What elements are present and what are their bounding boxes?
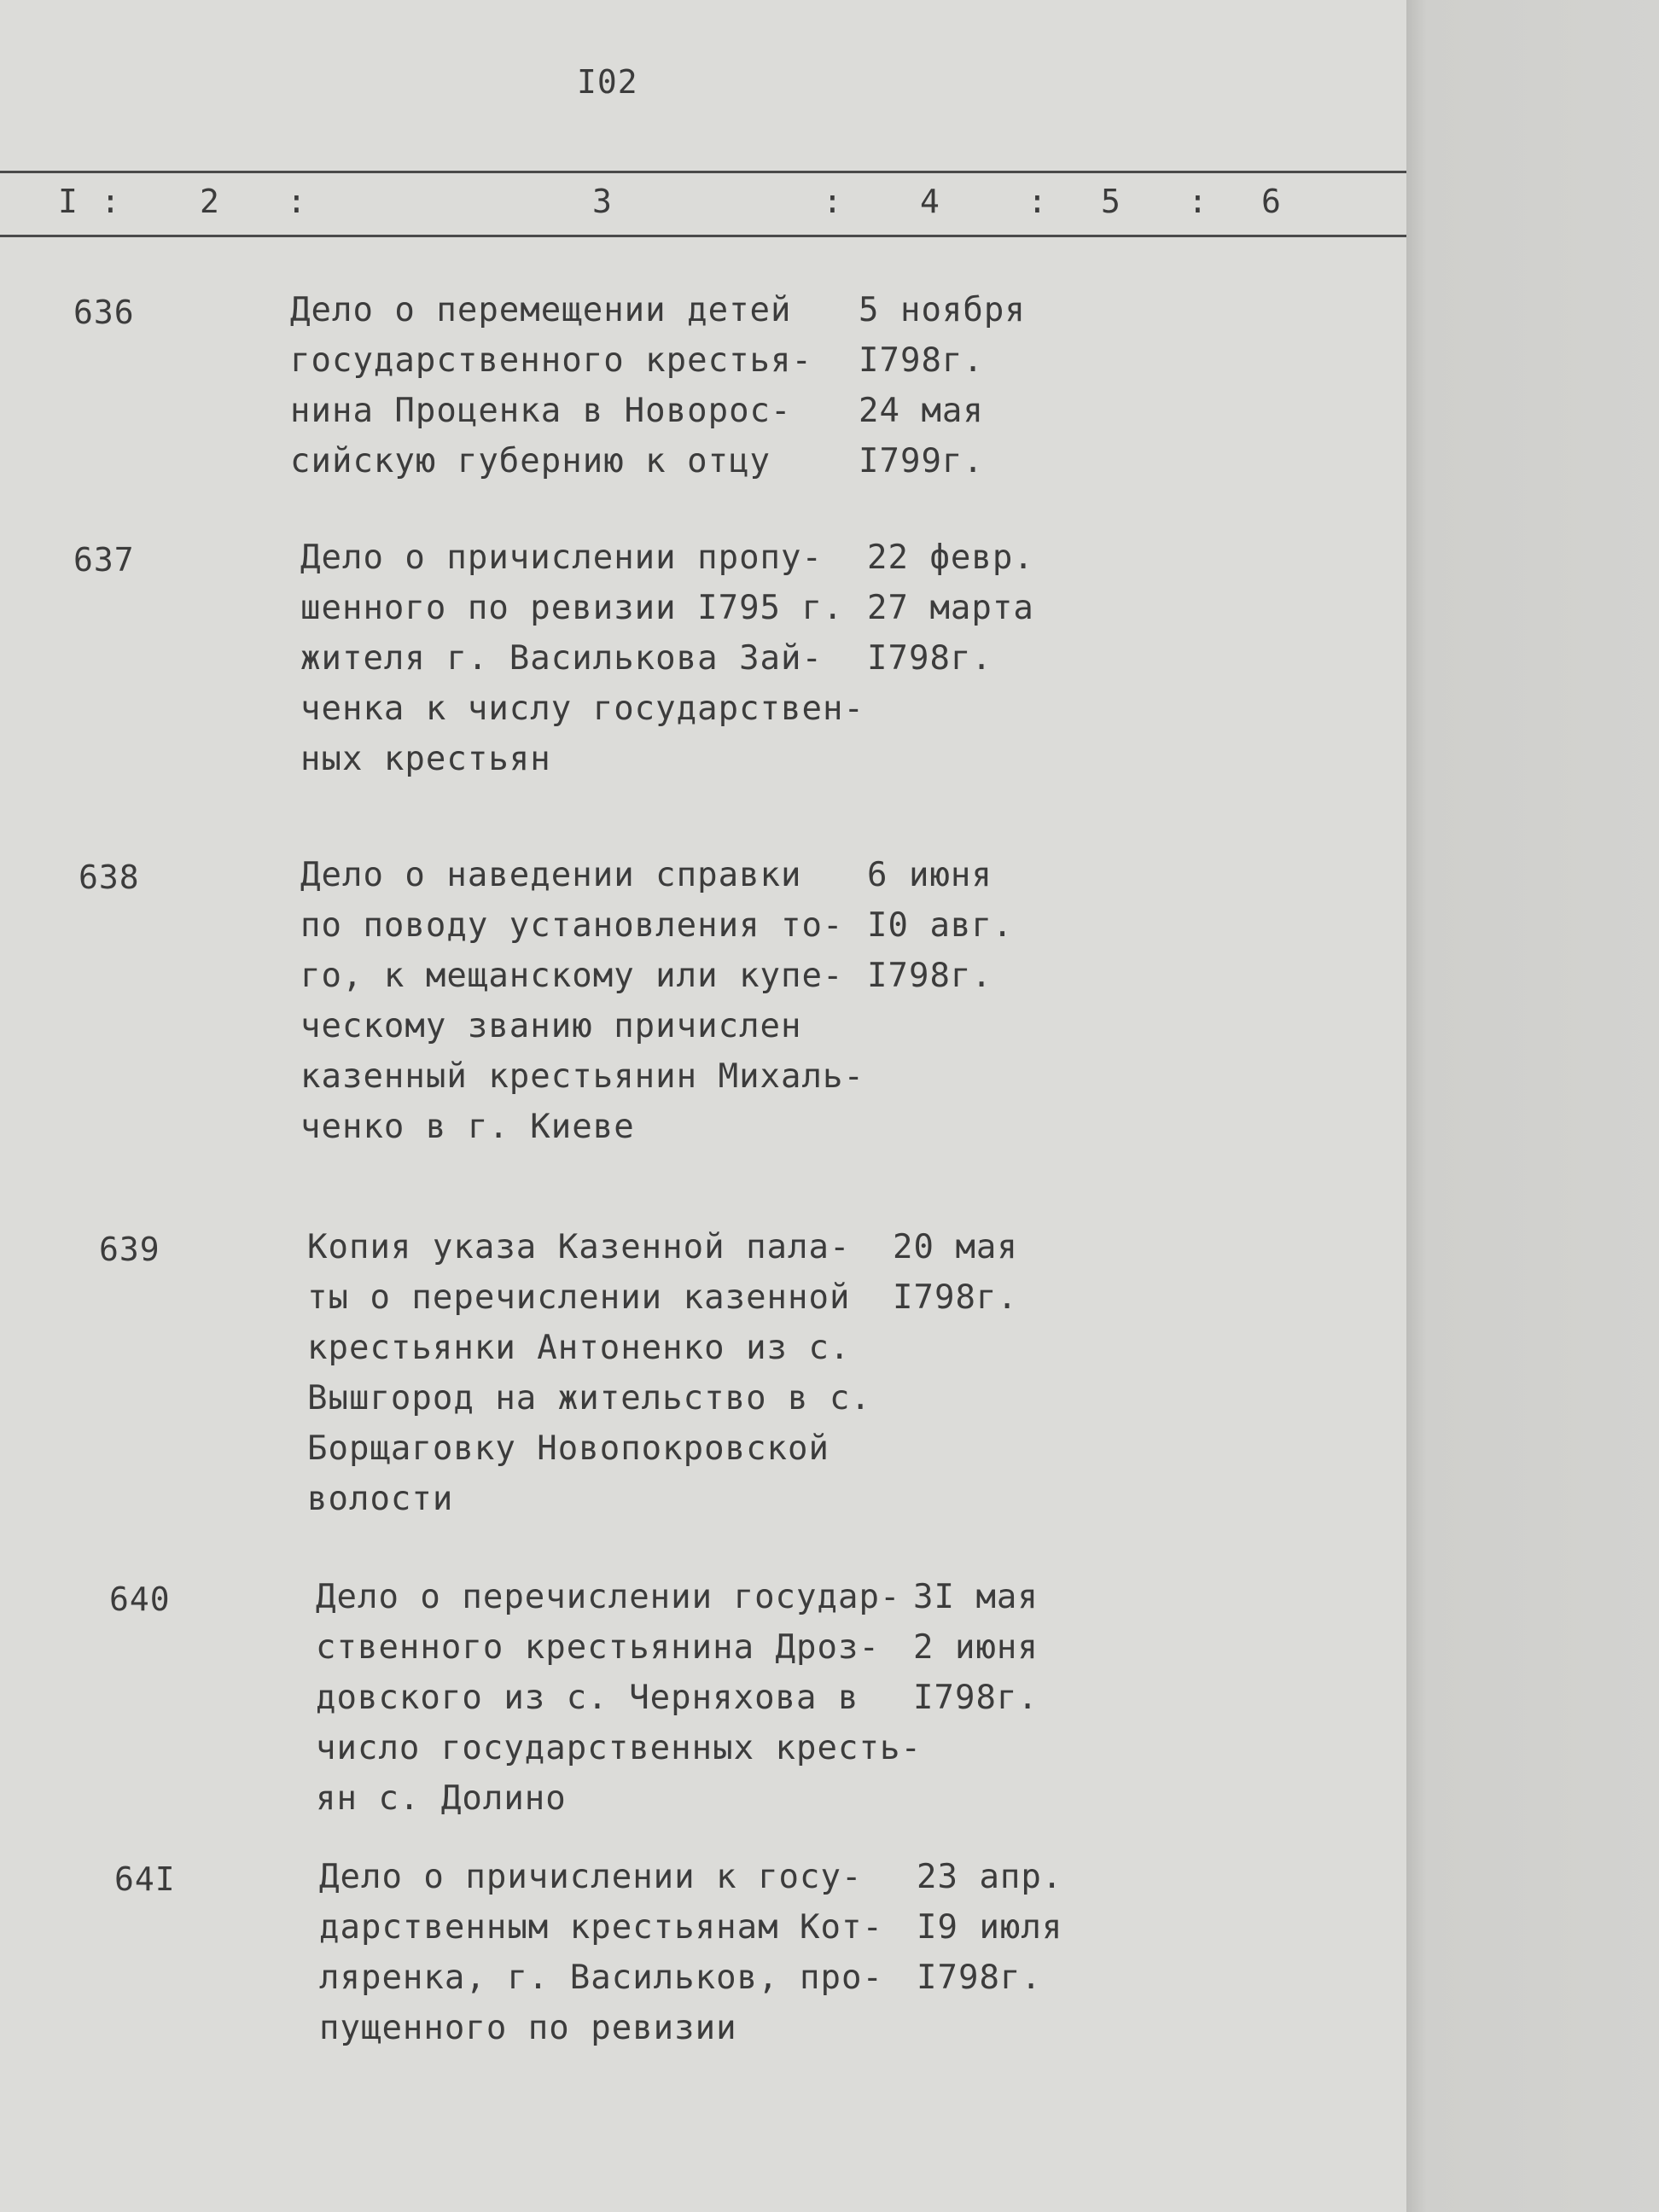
entry-date: I798г. xyxy=(859,341,984,380)
entry-date: I799г. xyxy=(859,442,984,480)
entry-line: сийскую губернию к отцу xyxy=(290,442,771,480)
entry-dates xyxy=(917,1852,1062,2003)
entry-line: жителя г. Василькова Зай- xyxy=(300,639,823,678)
column-header-1: I xyxy=(58,183,79,220)
entry-line: ственного крестьянина Дроз- xyxy=(316,1628,880,1667)
entry-line: дарственным крестьянам Кот- xyxy=(319,1908,883,1947)
entry-date: I798г. xyxy=(893,1278,1018,1317)
entry-line: довского из с. Черняхова в xyxy=(316,1679,859,1717)
entry-description xyxy=(319,1852,883,2053)
entry-line: Вышгород на жительство в с. xyxy=(307,1379,871,1417)
column-header-5: 5 xyxy=(1101,183,1121,220)
entry-dates xyxy=(867,850,1013,1001)
entry-line: го, к мещанскому или купе- xyxy=(300,957,844,995)
entry-date: I798г. xyxy=(913,1679,1039,1717)
entry-dates xyxy=(859,285,1026,486)
entry-line: шенного по ревизии I795 г. xyxy=(300,589,844,627)
background-edge xyxy=(1406,0,1659,2212)
entry-date: 2 июня xyxy=(913,1628,1039,1667)
entry-date: I0 авг. xyxy=(867,906,1014,945)
entry-line: государственного крестья- xyxy=(290,341,812,380)
column-header-6: 6 xyxy=(1261,183,1282,220)
entry-line: нина Проценка в Новорос- xyxy=(290,392,792,430)
entry-number: 636 xyxy=(73,294,135,331)
entry-number: 638 xyxy=(79,859,140,896)
page-number: I02 xyxy=(577,63,638,101)
entry-number: 64I xyxy=(114,1860,176,1898)
header-rule-top xyxy=(0,171,1406,173)
entry-line: Борщаговку Новопокровской xyxy=(307,1429,830,1468)
entry-description xyxy=(290,285,812,486)
column-separator: : xyxy=(1027,183,1048,220)
entry-line: ян с. Долино xyxy=(316,1779,567,1818)
entry-dates xyxy=(913,1572,1039,1723)
entry-number: 640 xyxy=(109,1580,171,1618)
entry-description xyxy=(307,1222,871,1524)
entry-line: ческому званию причислен xyxy=(300,1007,802,1045)
column-separator: : xyxy=(823,183,843,220)
column-header-2: 2 xyxy=(200,183,220,220)
entry-dates xyxy=(867,533,1034,684)
entry-description xyxy=(300,533,864,784)
column-separator: : xyxy=(1188,183,1208,220)
entry-date: 5 ноября xyxy=(859,291,1026,329)
entry-line: ляренка, г. Васильков, про- xyxy=(319,1959,883,1997)
entry-line: число государственных кресть- xyxy=(316,1729,922,1767)
entry-dates xyxy=(893,1222,1018,1323)
entry-line: Дело о наведении справки xyxy=(300,856,802,894)
entry-line: ченко в г. Киеве xyxy=(300,1108,635,1146)
entry-line: Дело о причислении пропу- xyxy=(300,538,823,577)
entry-date: 6 июня xyxy=(867,856,992,894)
entry-line: ных крестьян xyxy=(300,740,551,778)
entry-line: Копия указа Казенной пала- xyxy=(307,1228,851,1266)
entry-date: I798г. xyxy=(917,1959,1042,1997)
entry-date: I798г. xyxy=(867,639,992,678)
header-rule-bottom xyxy=(0,235,1406,237)
entry-number: 639 xyxy=(99,1231,160,1268)
entry-line: Дело о перемещении детей xyxy=(290,291,792,329)
entry-description xyxy=(300,850,864,1152)
entry-date: 20 мая xyxy=(893,1228,1018,1266)
column-header-3: 3 xyxy=(592,183,613,220)
entry-description xyxy=(316,1572,922,1824)
entry-line: ты о перечислении казенной xyxy=(307,1278,851,1317)
entry-line: по поводу установления то- xyxy=(300,906,844,945)
entry-line: Дело о перечислении государ- xyxy=(316,1578,901,1616)
entry-date: 22 февр. xyxy=(867,538,1034,577)
entry-date: 23 апр. xyxy=(917,1858,1063,1896)
entry-line: казенный крестьянин Михаль- xyxy=(300,1057,864,1096)
entry-number: 637 xyxy=(73,541,135,579)
entry-line: пущенного по ревизии xyxy=(319,2009,737,2047)
column-separator: : xyxy=(287,183,307,220)
entry-line: Дело о причислении к госу- xyxy=(319,1858,863,1896)
entry-line: волости xyxy=(307,1480,454,1518)
column-separator: : xyxy=(101,183,121,220)
entry-date: 24 мая xyxy=(859,392,984,430)
column-header-4: 4 xyxy=(920,183,940,220)
entry-line: крестьянки Антоненко из с. xyxy=(307,1329,851,1367)
entry-date: 3I мая xyxy=(913,1578,1039,1616)
entry-date: I798г. xyxy=(867,957,992,995)
entry-line: ченка к числу государствен- xyxy=(300,690,864,728)
entry-date: I9 июля xyxy=(917,1908,1063,1947)
entry-date: 27 марта xyxy=(867,589,1034,627)
